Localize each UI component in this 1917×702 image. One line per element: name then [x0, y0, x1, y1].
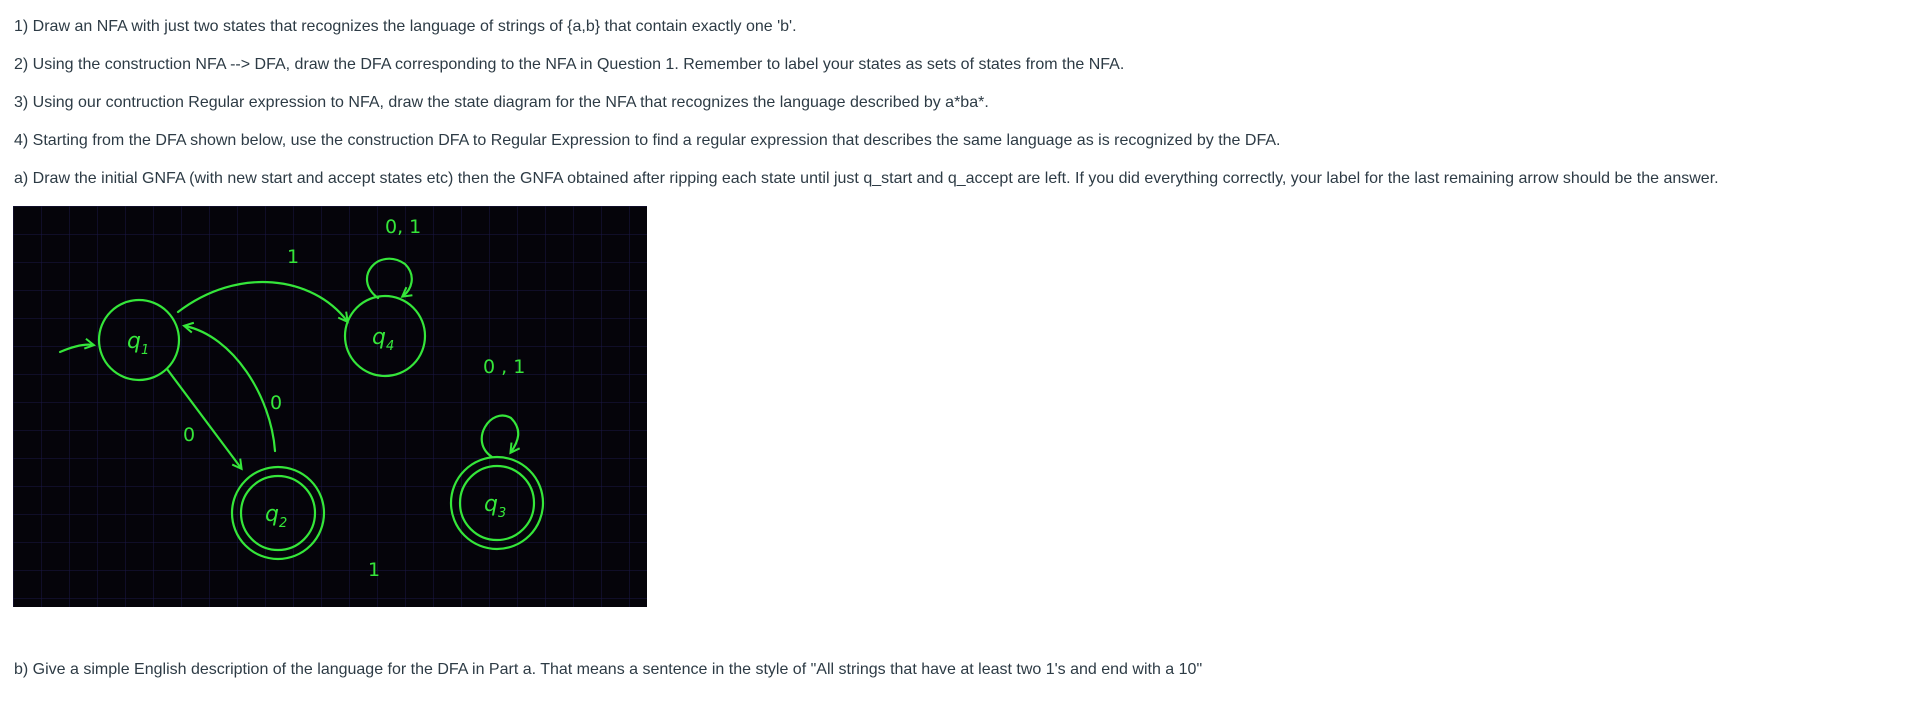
state-q4-label: $q_4$: [372, 325, 395, 354]
question-3: 3) Using our contruction Regular expression to NFA, draw the state diagram for the NFA that recognizes the language described by a*ba*.: [14, 94, 989, 111]
label-q4-loop: 0, 1: [385, 216, 422, 238]
state-q3-label: $q_3$: [484, 492, 507, 521]
question-4: 4) Starting from the DFA shown below, use the construction DFA to Regular Expression to find a regular expression that describes the same language as is recognized by the DFA.: [14, 132, 1281, 149]
label-q1-q4: 1: [287, 246, 300, 268]
label-q3-loop: 0 , 1: [483, 356, 526, 378]
dfa-diagram: [13, 206, 647, 607]
dfa-diagram-svg: [13, 206, 647, 607]
label-q2-q1: 0: [270, 392, 283, 414]
grid-lines: [13, 206, 647, 607]
state-q2-label: $q_2$: [265, 502, 288, 531]
label-q2-q3: 1: [368, 559, 381, 581]
question-4b: b) Give a simple English description of the language for the DFA in Part a. That means a sentence in the style of "All strings that have at least two 1's and end with a 10": [14, 661, 1203, 678]
question-1: 1) Draw an NFA with just two states that recognizes the language of strings of {a,b} that contain exactly one 'b'.: [14, 18, 797, 35]
label-q1-q2: 0: [183, 424, 196, 446]
question-4a: a) Draw the initial GNFA (with new start and accept states etc) then the GNFA obtained after ripping each state until just q_start and q_accept are left. If you did everything correctly, your label for the last remaining arrow should be the answer.: [14, 170, 1719, 187]
state-q1-label: $q_1$: [127, 329, 150, 358]
question-2: 2) Using the construction NFA --> DFA, draw the DFA corresponding to the NFA in Question 1. Remember to label your states as sets of states from the NFA.: [14, 56, 1125, 73]
